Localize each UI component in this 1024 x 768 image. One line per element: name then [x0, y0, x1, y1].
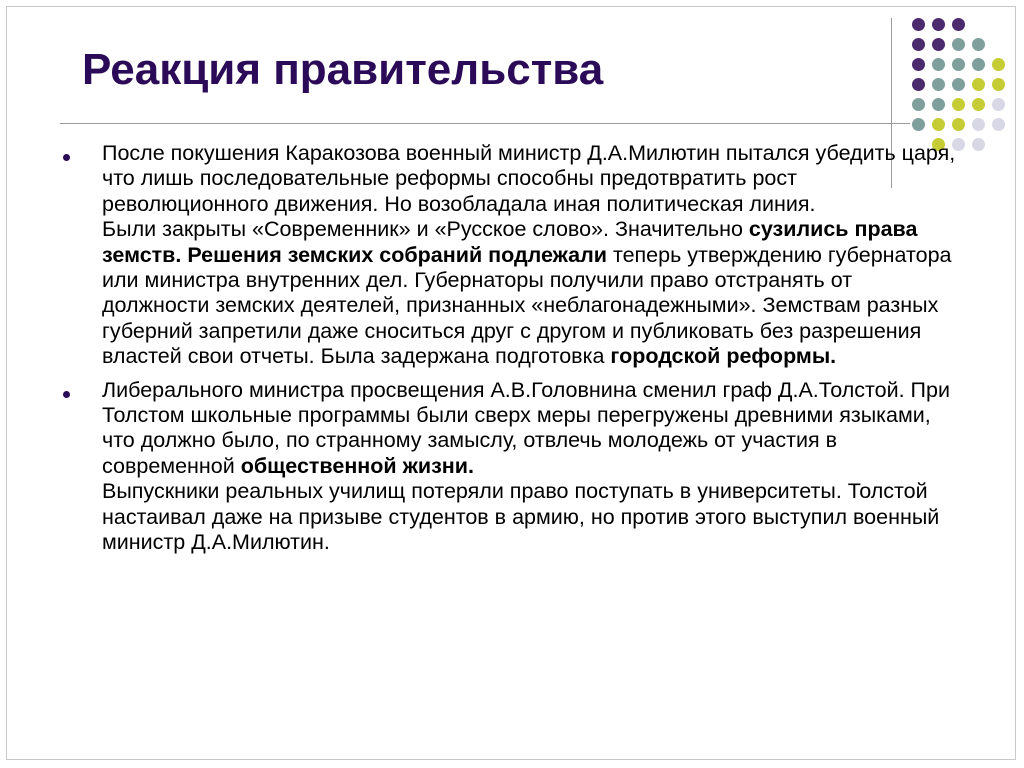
bullet-1-text-plain-a: Были закрыты «Современник» и «Русское слово». Значительно	[102, 217, 749, 242]
decorative-dot	[932, 58, 945, 71]
bullet-2-text-plain: Либерального министра просвещения А.В.Головнина сменил граф Д.А.Толстой. При Толстом школьные программы были сверх меры перегружены древними языками, что должно было, по странному замыслу, отвлечь молодежь от участия в современной	[102, 377, 950, 478]
slide-body	[60, 141, 960, 564]
decorative-dot	[932, 78, 945, 91]
bullet-icon	[63, 154, 70, 161]
list-item	[60, 141, 960, 370]
decorative-dot	[952, 78, 965, 91]
decorative-dot	[932, 38, 945, 51]
decorative-dot	[992, 118, 1005, 131]
decorative-dot	[912, 98, 925, 111]
decorative-dot	[972, 98, 985, 111]
bullet-2-paragraph-1	[102, 378, 960, 480]
bullet-1-paragraph-1: После покушения Каракозова военный министр Д.А.Милютин пытался убедить царя, что лишь последовательные реформы способны предотвратить рост революционного движения. Но возобладала иная политическая линия.	[102, 141, 956, 216]
slide-title: Реакция правительства	[82, 45, 604, 94]
decorative-dot	[912, 78, 925, 91]
decorative-dot	[992, 98, 1005, 111]
decorative-dot	[912, 18, 925, 31]
decorative-dot	[912, 38, 925, 51]
decorative-dot	[932, 98, 945, 111]
decorative-dot	[952, 38, 965, 51]
bullet-1-paragraph-2	[102, 217, 960, 369]
list-item	[60, 378, 960, 556]
decorative-dot	[952, 58, 965, 71]
decorative-dot	[992, 58, 1005, 71]
decorative-dot	[932, 118, 945, 131]
decorative-dot	[952, 118, 965, 131]
decorative-dot	[952, 18, 965, 31]
decorative-dot	[932, 18, 945, 31]
bullet-icon	[63, 391, 70, 398]
decorative-dot	[972, 58, 985, 71]
bullet-2-text-bold: общественной жизни.	[240, 453, 474, 478]
decorative-dot	[972, 78, 985, 91]
decorative-dot	[992, 78, 1005, 91]
decorative-dot	[952, 98, 965, 111]
bullet-1-text-plain-b: теперь утверждению губернатора или министра внутренних дел. Губернаторы получили право отстранять от должности земских деятелей, признанных «неблагонадежными». Земствам разных губерний запретили даже сноситься друг с другом и публиковать без разрешения властей свои отчеты. Была задержана подготовка	[102, 242, 952, 369]
decorative-dot	[912, 58, 925, 71]
decorative-dot	[912, 118, 925, 131]
decorative-dot	[972, 138, 985, 151]
bullet-2-paragraph-2: Выпускники реальных училищ потеряли право поступать в университеты. Толстой настаивал даже на призыве студентов в армию, но против этого выступил военный министр Д.А.Милютин.	[102, 479, 940, 555]
bullet-1-text-bold-a: сузились права земств. Решения земских собраний подлежали	[102, 217, 918, 267]
decorative-dot	[972, 118, 985, 131]
bullet-1-text-bold-b: городской реформы.	[610, 344, 837, 369]
decorative-dot	[972, 38, 985, 51]
